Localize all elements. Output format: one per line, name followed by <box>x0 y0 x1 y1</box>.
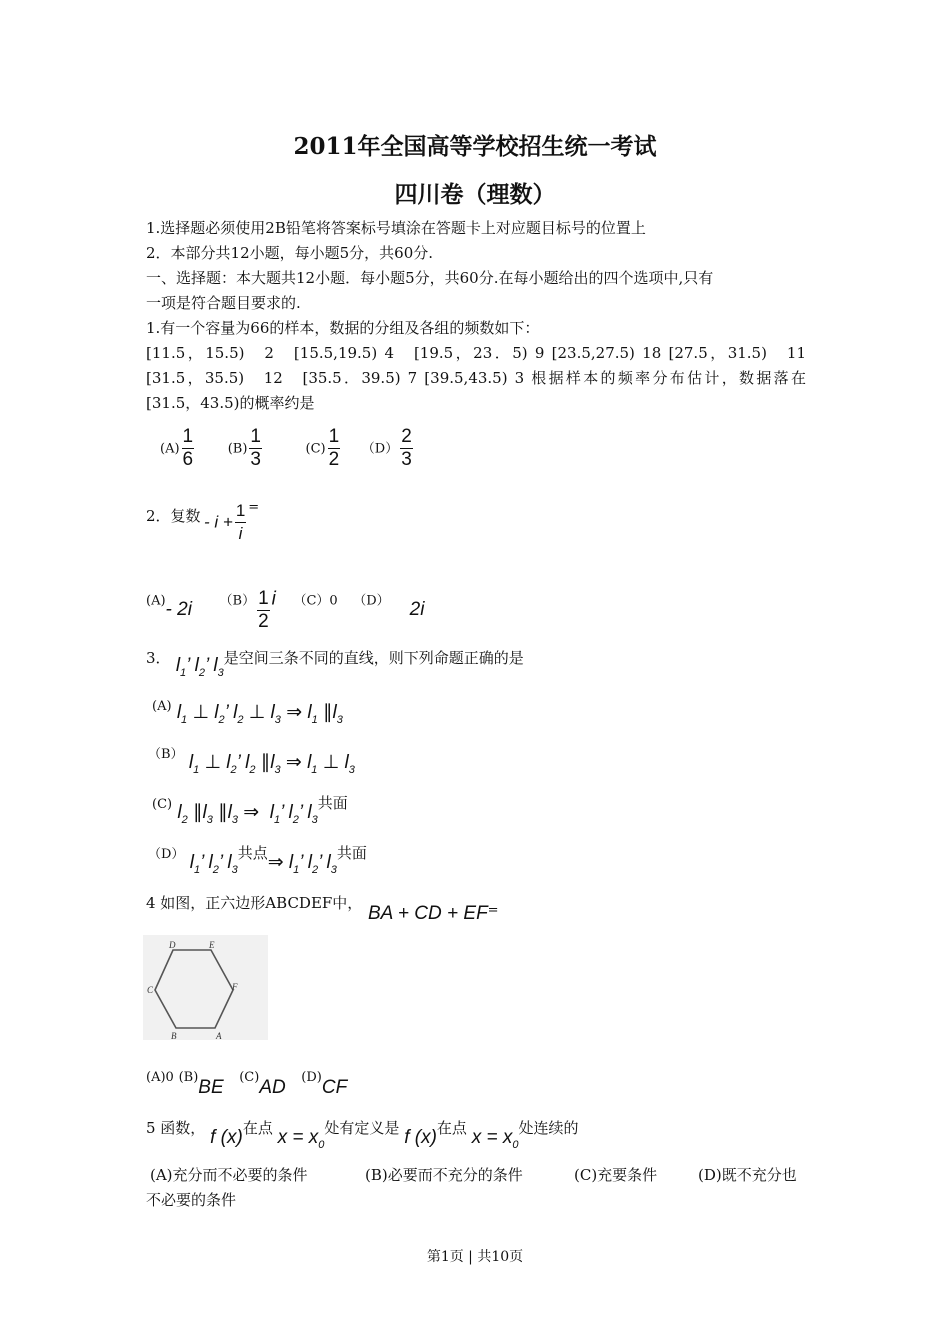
instruction-1: 1.选择题必须使用2B铅笔将答案标号填涂在答题卡上对应题目标号的位置上 <box>146 219 646 237</box>
q1-option-a-label: (A) <box>160 441 180 457</box>
q4-option-d[interactable]: CF <box>321 1077 348 1098</box>
svg-text:D: D <box>169 940 176 950</box>
q2-option-c[interactable]: （C）0 <box>293 593 338 609</box>
q1-option-c[interactable]: $\frac{1}{2}$ <box>328 426 340 470</box>
q3-option-a[interactable]: (A) $l_1$ ⊥ $l_2$’ $l_2$ ⊥ $l_3$ ⇒ $l_1$ $\parallel l_3$ <box>152 699 343 726</box>
q4-expression: BA + CD + EF= <box>368 903 499 924</box>
svg-text:C: C <box>147 985 154 995</box>
q1-options <box>160 426 415 471</box>
q2-option-b[interactable]: $\frac{1}{2}$ <box>258 588 269 632</box>
q2-expression: - i + $\frac{1}{i}$ = <box>204 500 260 543</box>
svg-text:B: B <box>171 1031 177 1040</box>
q2-stem: 2．复数 <box>146 507 201 525</box>
q4-option-c[interactable]: AD <box>259 1077 286 1098</box>
q3-option-d[interactable]: （D） $l_1$’ $l_2$’ $l_3$共点⇒ $l_1$’ $l_2$’ $l_3$共面 <box>148 844 367 876</box>
q2-option-d[interactable]: 2i <box>409 598 425 620</box>
q1-option-d[interactable]: $\frac{2}{3}$ <box>401 426 412 470</box>
svg-text:E: E <box>209 940 215 950</box>
section-header-1: 一、选择题：本大题共12小题．每小题5分，共60分.在每小题给出的四个选项中,只有 <box>146 269 714 287</box>
q1-option-c-label: (C) <box>305 441 326 457</box>
q1-data-3: [31.5，43.5)的概率约是 <box>146 394 315 412</box>
q3-option-b[interactable]: （B） $l_1$ ⊥ $l_2$’ $l_2$ $\parallel l_3$ ⇒ $l_1$ ⊥ $l_3$ <box>148 747 355 776</box>
q4-option-b[interactable]: BE <box>198 1077 224 1098</box>
q1-stem: 1.有一个容量为66的样本，数据的分组及各组的频数如下： <box>146 319 540 337</box>
q1-data-2: [31.5，35.5) 12 [35.5．39.5) 7 [39.5,43.5) 3 根据样本的频率分布估计，数据落在 <box>146 369 806 387</box>
q3-stem: 3． $l_1$’ $l_2$’ $l_3$是空间三条不同的直线，则下列命题正确的是 <box>146 649 524 679</box>
q5-option-c[interactable]: (C)充要条件 <box>574 1166 658 1184</box>
instruction-2: 2．本部分共12小题，每小题5分，共60分. <box>146 244 434 262</box>
q5-option-a[interactable]: (A)充分而不必要的条件 <box>150 1166 308 1184</box>
page-footer: 第1页 | 共10页 <box>426 1249 524 1265</box>
q4-option-a[interactable]: (A)0 <box>146 1070 174 1085</box>
q4-stem: 4 如图，正六边形ABCDEF中， <box>146 894 363 912</box>
section-header-2: 一项是符合题目要求的. <box>146 294 301 312</box>
svg-text:A: A <box>216 1031 222 1040</box>
q5-stem: 5 函数， f (x)在点 $x = x_0$处有定义是 f (x)在点 $x = x_0$处连续的 <box>146 1119 579 1151</box>
q1-option-a[interactable]: $\frac{1}{6}$ <box>182 426 194 470</box>
q5-option-b[interactable]: (B)必要而不充分的条件 <box>365 1166 523 1184</box>
q3-option-c[interactable]: (C) $l_2$ $\parallel l_3$ $\parallel l_3$ ⇒ $l_1$’ $l_2$’ $l_3$共面 <box>152 794 348 826</box>
q5-option-d[interactable]: (D)既不充分也 <box>698 1166 797 1184</box>
q1-data-1: [11.5，15.5) 2 [15.5,19.5) 4 [19.5，23．5) 9 [23.5,27.5) 18 [27.5，31.5) 11 <box>146 344 806 362</box>
q1-option-b-label: (B) <box>227 441 248 457</box>
q5-option-d-cont: 不必要的条件 <box>146 1191 237 1209</box>
exam-title: 2011年全国高等学校招生统一考试 <box>293 133 657 160</box>
q1-option-d-label: （D） <box>361 441 399 457</box>
hexagon-figure <box>143 935 268 1040</box>
exam-subtitle: 四川卷（理数） <box>394 181 556 208</box>
q1-option-b[interactable]: $\frac{1}{3}$ <box>250 426 261 470</box>
svg-text:F: F <box>232 982 238 992</box>
q4-options: (A)0 (B)BE (C)AD (D)CF <box>146 1070 348 1098</box>
q2-options: (A)- 2i （B） $\frac{1}{2}$ i （C）0 （D） 2i <box>146 588 425 632</box>
q2-option-a[interactable]: - 2i <box>165 598 192 620</box>
